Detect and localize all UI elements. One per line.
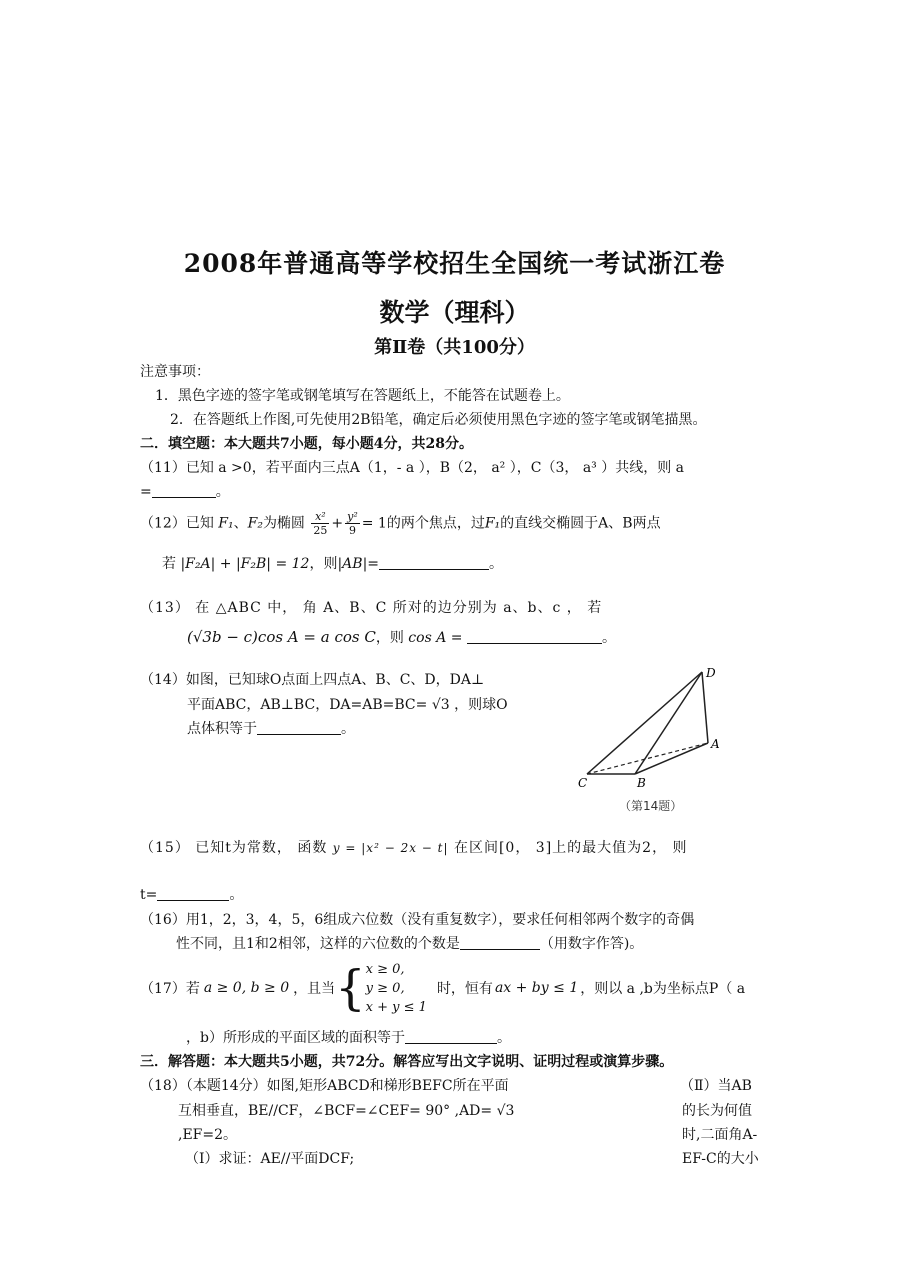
question-18-line-1: （18）（本题14分）如图,矩形ABCD和梯形BEFC所在平面 (140, 1078, 509, 1094)
q14-text: 点体积等于 (187, 721, 257, 737)
q12-line2c: = (367, 556, 380, 572)
q12-line2b: ，则 (309, 556, 338, 572)
question-18-line-3: ,EF=2。 (178, 1127, 238, 1143)
answer-blank-15 (157, 886, 229, 901)
question-15-line-2 (140, 884, 243, 904)
q12-a: （12）已知 (140, 515, 214, 532)
question-16-line-2 (176, 933, 643, 953)
answer-blank-12 (379, 555, 489, 570)
figure-label-c: C (578, 776, 588, 790)
answer-blank-17 (405, 1029, 497, 1044)
question-14-line-3 (187, 718, 355, 738)
q12-f2: F₂ (247, 515, 263, 532)
q13-then: ，则 (375, 630, 404, 646)
q13-end: 。 (601, 630, 616, 646)
notice-item-1: 1．黑色字迹的签字笔或钢笔填写在答题纸上，不能答在试题卷上。 (155, 388, 570, 404)
q17-line2: ，b）所形成的平面区域的面积等于 (186, 1030, 405, 1046)
q15-formula: y = |x² − 2x − t| (332, 841, 449, 855)
q12-d: 的直线交椭圆于A、B两点 (500, 515, 661, 532)
question-13-line-2 (187, 627, 616, 647)
question-16-line-1: （16）用1，2，3，4，5，6组成六位数（没有重复数字），要求任何相邻两个数字的奇偶 (140, 912, 695, 928)
answer-blank-14 (257, 720, 341, 735)
q12-eq: = 1 (361, 515, 387, 532)
q17-end: 。 (496, 1030, 511, 1046)
question-13-line-1: （13） 在 △ABC 中， 角 A、B、C 所对的边分别为 a、b、c ， 若 (140, 600, 603, 616)
figure-caption: （第14题） (619, 799, 683, 813)
answer-blank-11 (152, 483, 216, 498)
question-17-line-2 (186, 1027, 511, 1047)
question-18-line-4: （Ⅰ）求证：AE//平面DCF; (185, 1151, 355, 1167)
answer-blank-16 (460, 935, 540, 950)
q17-sys-1: x ≥ 0, (365, 961, 405, 977)
q16-a: 性不同，且1和2相邻，这样的六位数的个数是 (176, 936, 460, 952)
q17-a: （17）若 (140, 981, 200, 997)
section-2-heading: 二．填空题：本大题共7小题，每小题4分，共28分。 (140, 436, 473, 452)
question-18-right-4: EF-C的大小 (682, 1151, 759, 1167)
q17-d: ，则以 a ,b为坐标点P（ a (580, 981, 746, 997)
question-12-line-2 (162, 553, 503, 573)
q11-end: 。 (215, 484, 230, 500)
q17-ineq: ax + by ≤ 1 (494, 980, 579, 996)
exam-title: 2008年普通高等学校招生全国统一考试浙江卷 (183, 249, 726, 278)
q17-system (366, 960, 427, 1017)
q12-f1: F₁ (218, 515, 234, 532)
q12-c: 的两个焦点，过 (386, 515, 485, 532)
q13-formula: (√3b − c)cos A = a cos C (187, 628, 376, 646)
q12-ab: |AB| (337, 556, 368, 572)
figure-label-a: A (711, 737, 720, 751)
q17-brace: { (335, 960, 366, 1016)
figure-14-drawing (575, 662, 775, 827)
figure-label-b: B (637, 776, 646, 790)
q15-b: 在区间[0， 3]上的最大值为2， 则 (453, 840, 688, 856)
exam-subject: 数学（理科） (379, 298, 530, 327)
q12-f1b: F₁ (484, 515, 501, 532)
question-18-right-2: 的长为何值 (682, 1103, 752, 1119)
q17-sys-3: x + y ≤ 1 (365, 999, 427, 1015)
question-11-line-1: （11）已知 a >0，若平面内三点A（1，- a ），B（2， a² ），C（3， a³ ）共线，则 a (140, 460, 685, 476)
answer-blank-13 (467, 629, 602, 644)
q17-b: ，且当 (293, 981, 336, 997)
notice-heading: 注意事项： (140, 364, 210, 380)
q11-eq: = (140, 484, 152, 500)
q16-b: （用数字作答)。 (539, 936, 644, 952)
q12-line2a: 若 (162, 556, 176, 572)
q12-end: 。 (489, 556, 504, 572)
q17-cond1: a ≥ 0, b ≥ 0 (203, 980, 290, 996)
q14-end: 。 (341, 721, 355, 737)
q12-fraction-x: $\frac{\text{x²}}{25}$ (313, 510, 328, 537)
question-14-line-1: （14）如图，已知球O点面上四点A、B、C、D，DA⊥ (140, 672, 485, 688)
question-11-line-2 (140, 481, 230, 501)
question-15-line-1 (140, 837, 688, 857)
q13-cos: cos A = (408, 630, 463, 646)
q15-t: t= (140, 887, 158, 903)
exam-part: 第Ⅱ卷（共100分） (374, 337, 535, 358)
q12-condition: |F₂A| + |F₂B| = 12 (180, 556, 310, 572)
question-18-right-1: （Ⅱ）当AB (680, 1078, 752, 1094)
q12-sep: 、 (233, 515, 248, 532)
q12-fraction-y: $\frac{\text{y²}}{9}$ (347, 510, 358, 537)
figure-label-d: D (706, 666, 716, 680)
q17-sys-2: y ≥ 0, (365, 980, 405, 996)
question-12-line-1 (140, 510, 661, 537)
q15-end: 。 (229, 887, 244, 903)
question-18-right-3: 时,二面角A- (682, 1127, 758, 1143)
q12-plus: + (331, 515, 344, 532)
notice-item-2: 2．在答题纸上作图,可先使用2B铅笔，确定后必须使用黑色字迹的签字笔或钢笔描黑。 (170, 412, 707, 428)
question-17-line-1 (140, 959, 745, 1017)
section-3-heading: 三．解答题：本大题共5小题，共72分。解答应写出文字说明、证明过程或演算步骤。 (140, 1054, 674, 1070)
q15-a: （15） 已知t为常数， 函数 (140, 840, 328, 856)
q12-b: 为椭圆 (262, 515, 305, 532)
figure-14 (575, 662, 775, 827)
question-18-line-2: 互相垂直，BE//CF，∠BCF=∠CEF= 90° ,AD= √3 (178, 1103, 515, 1119)
question-14-line-2: 平面ABC，AB⊥BC，DA=AB=BC= √3 ，则球O (187, 697, 508, 713)
q17-c: 时，恒有 (436, 981, 493, 997)
